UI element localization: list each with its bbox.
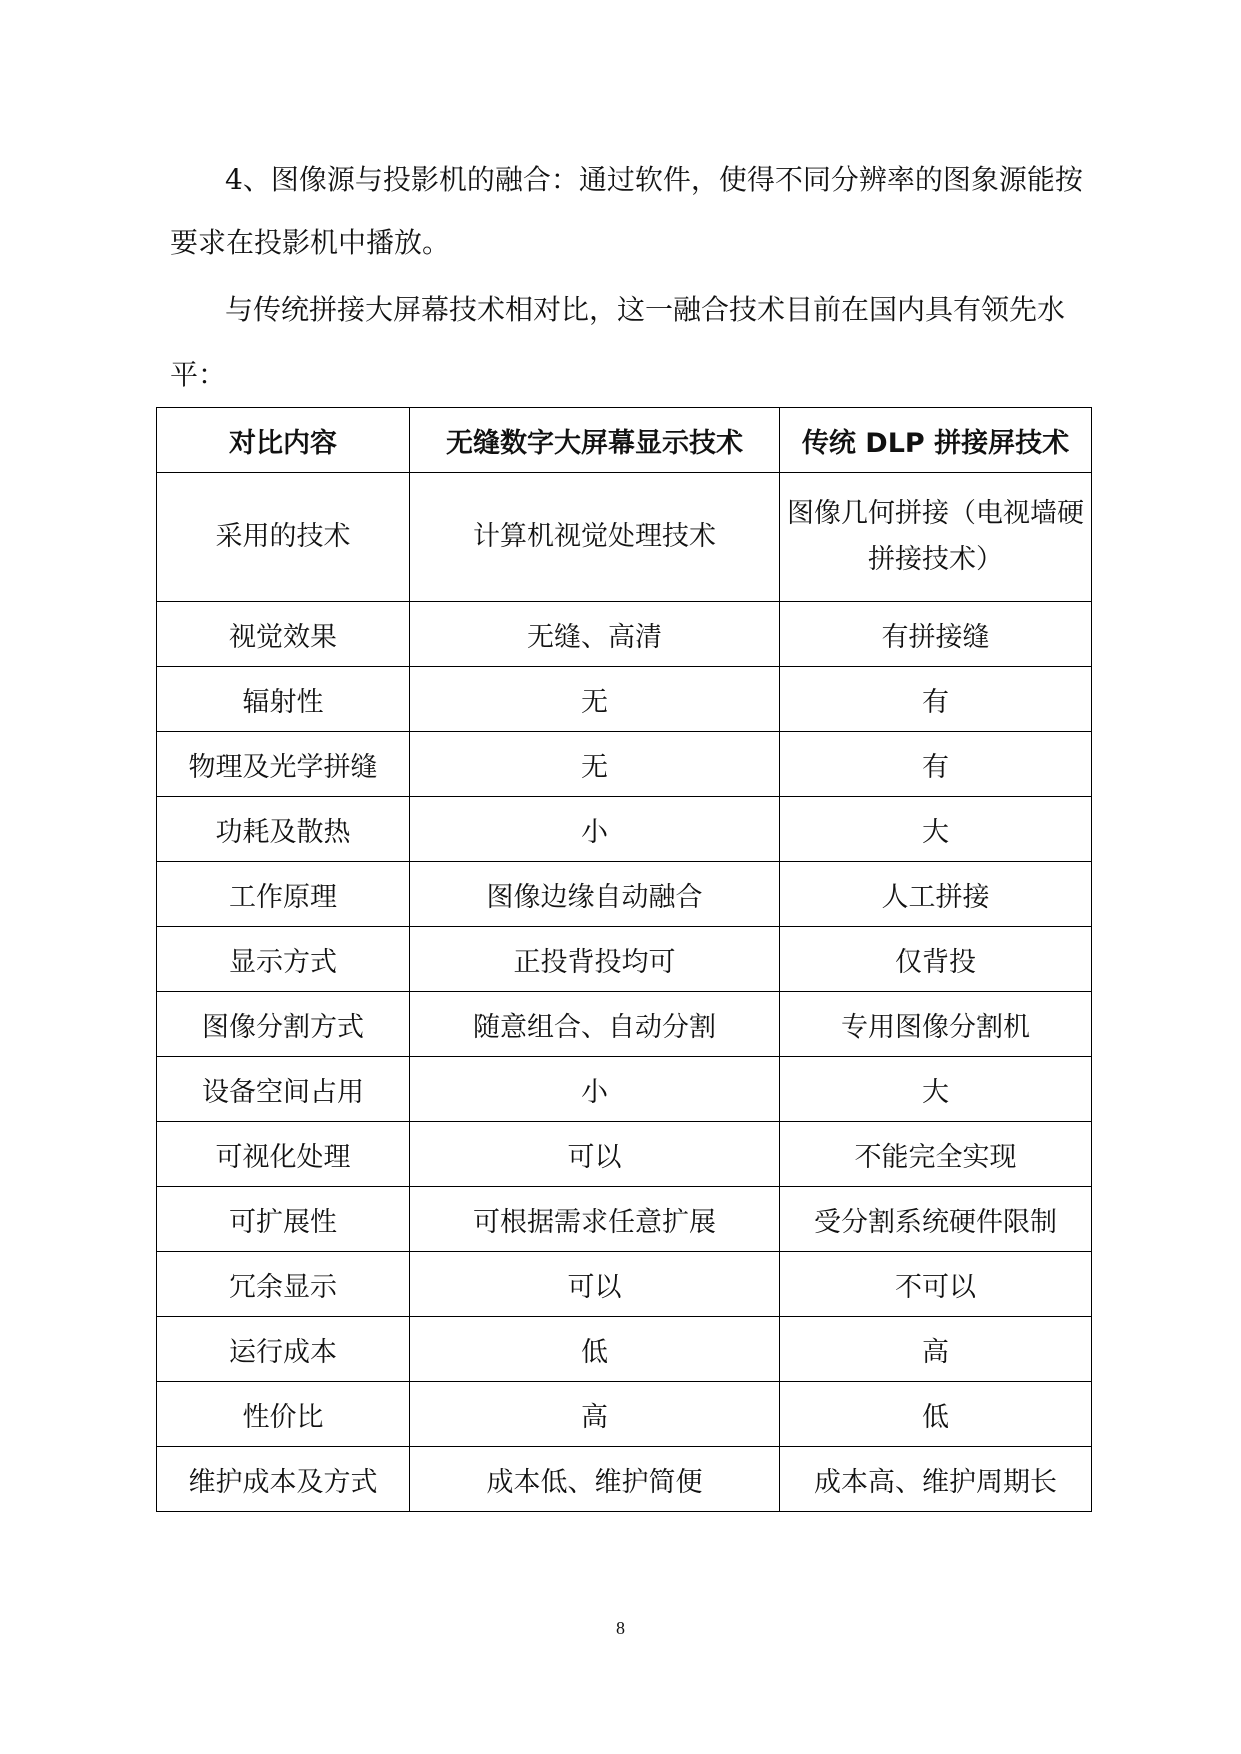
table-cell: 有 <box>780 667 1092 732</box>
paragraph-2-line-1: 与传统拼接大屏幕技术相对比，这一融合技术目前在国内具有领先水 <box>225 293 1066 326</box>
table-cell: 高 <box>780 1317 1092 1382</box>
table-cell: 图像分割方式 <box>157 992 410 1057</box>
table-cell: 采用的技术 <box>157 473 410 602</box>
table-cell: 无 <box>410 732 780 797</box>
table-row <box>157 1382 1092 1447</box>
table-row <box>157 473 1092 602</box>
table-cell: 可视化处理 <box>157 1122 410 1187</box>
table-row <box>157 1317 1092 1382</box>
table-cell: 不可以 <box>780 1252 1092 1317</box>
table-cell: 可扩展性 <box>157 1187 410 1252</box>
table-cell: 设备空间占用 <box>157 1057 410 1122</box>
table-cell: 随意组合、自动分割 <box>410 992 780 1057</box>
table-cell: 低 <box>780 1382 1092 1447</box>
table-row <box>157 927 1092 992</box>
table-body <box>157 473 1092 1512</box>
table-cell: 显示方式 <box>157 927 410 992</box>
paragraph-1-line-1: 4、图像源与投影机的融合：通过软件，使得不同分辨率的图象源能按 <box>225 163 1083 196</box>
table-row <box>157 797 1092 862</box>
paragraph-1-line-2: 要求在投影机中播放。 <box>170 226 451 259</box>
table-cell: 辐射性 <box>157 667 410 732</box>
table-cell: 仅背投 <box>780 927 1092 992</box>
table-cell: 功耗及散热 <box>157 797 410 862</box>
table-row <box>157 862 1092 927</box>
table-cell: 高 <box>410 1382 780 1447</box>
table-cell: 小 <box>410 1057 780 1122</box>
table-header-row <box>157 408 1092 473</box>
table-cell: 冗余显示 <box>157 1252 410 1317</box>
table-row <box>157 992 1092 1057</box>
header-cell: 对比内容 <box>157 408 410 473</box>
table-cell: 大 <box>780 797 1092 862</box>
table-cell: 运行成本 <box>157 1317 410 1382</box>
table-cell: 大 <box>780 1057 1092 1122</box>
table-cell: 工作原理 <box>157 862 410 927</box>
table-cell: 有 <box>780 732 1092 797</box>
table-cell: 无缝、高清 <box>410 602 780 667</box>
table-cell: 受分割系统硬件限制 <box>780 1187 1092 1252</box>
header-cell: 传统 DLP 拼接屏技术 <box>780 408 1092 473</box>
table-cell: 专用图像分割机 <box>780 992 1092 1057</box>
table-row <box>157 667 1092 732</box>
table-row <box>157 602 1092 667</box>
table-row <box>157 1447 1092 1512</box>
table-cell: 图像边缘自动融合 <box>410 862 780 927</box>
header-cell: 无缝数字大屏幕显示技术 <box>410 408 780 473</box>
table-cell: 可根据需求任意扩展 <box>410 1187 780 1252</box>
table-cell: 可以 <box>410 1122 780 1187</box>
comparison-table <box>156 407 1092 1512</box>
table-cell: 成本高、维护周期长 <box>780 1447 1092 1512</box>
paragraph-2-line-2: 平： <box>170 358 227 391</box>
table-cell: 不能完全实现 <box>780 1122 1092 1187</box>
table-cell: 计算机视觉处理技术 <box>410 473 780 602</box>
table-cell: 人工拼接 <box>780 862 1092 927</box>
table-row <box>157 1252 1092 1317</box>
table-cell: 可以 <box>410 1252 780 1317</box>
table-cell: 低 <box>410 1317 780 1382</box>
table-cell: 维护成本及方式 <box>157 1447 410 1512</box>
table-cell: 正投背投均可 <box>410 927 780 992</box>
table-cell: 小 <box>410 797 780 862</box>
table-cell: 物理及光学拼缝 <box>157 732 410 797</box>
table-row <box>157 1122 1092 1187</box>
table-cell: 图像几何拼接（电视墙硬拼接技术） <box>780 473 1092 602</box>
table-cell: 视觉效果 <box>157 602 410 667</box>
table-cell: 有拼接缝 <box>780 602 1092 667</box>
table-row <box>157 732 1092 797</box>
page-number: 8 <box>616 1618 625 1638</box>
table-cell: 性价比 <box>157 1382 410 1447</box>
table-row <box>157 1187 1092 1252</box>
table-cell: 无 <box>410 667 780 732</box>
table-row <box>157 1057 1092 1122</box>
table-cell: 成本低、维护简便 <box>410 1447 780 1512</box>
